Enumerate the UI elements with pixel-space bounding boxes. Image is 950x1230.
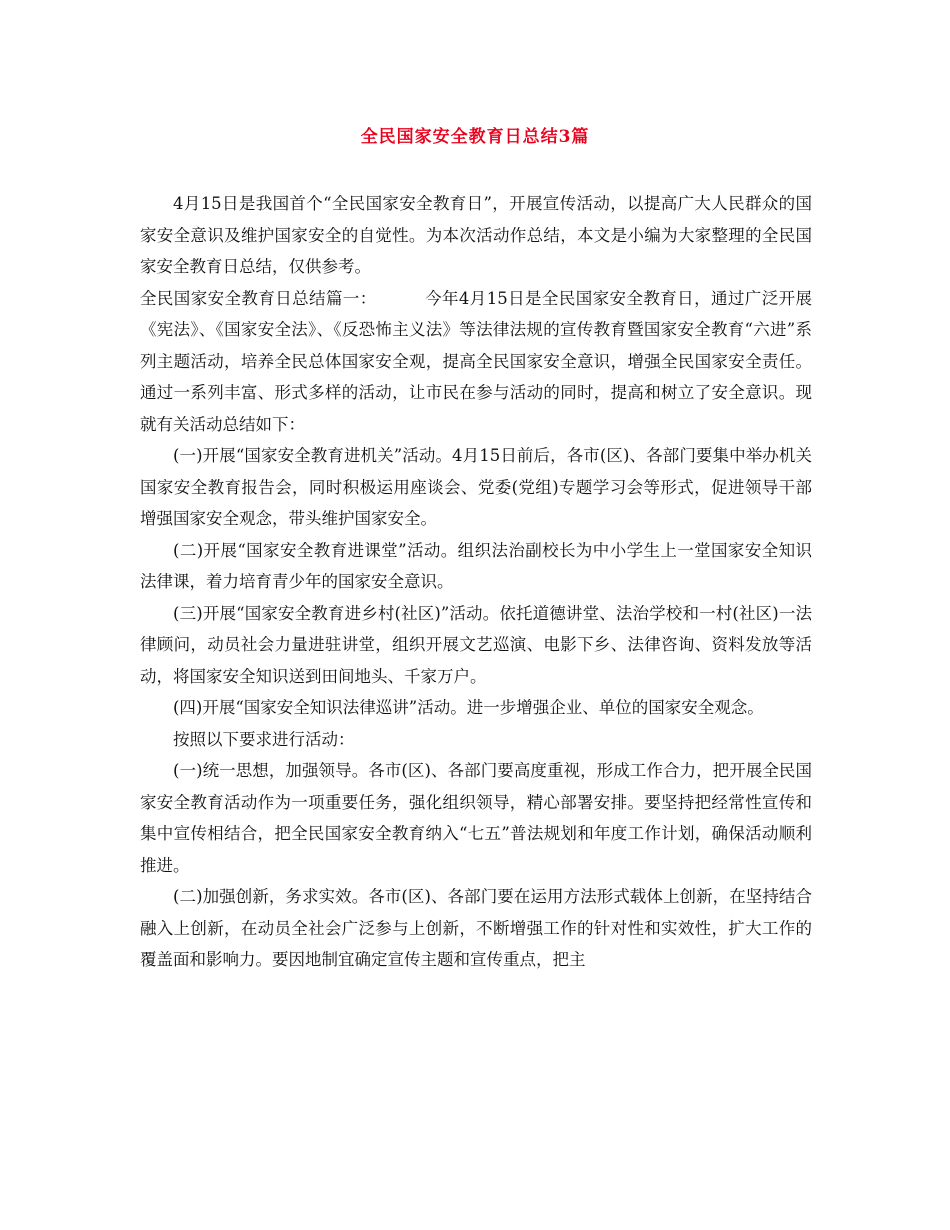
section-heading: 全民国家安全教育日总结篇一：	[140, 288, 377, 308]
requirements-heading: 按照以下要求进行活动：	[173, 729, 355, 749]
intro-paragraph: 4月15日是我国首个“全民国家安全教育日”，开展宣传活动，以提高广大人民群众的国家安全意识及维护国家安全的自觉性。为本次活动作总结，本文是小编为大家整理的全民国家安全教育日总结，仅供参考。	[140, 194, 812, 276]
activity-paragraph-2: (二)开展“国家安全教育进课堂”活动。组织法治副校长为中小学生上一堂国家安全知识法律课，着力培育青少年的国家安全意识。	[140, 540, 812, 591]
section-one-paragraph	[140, 283, 812, 441]
activity-paragraph-4: (四)开展“国家安全知识法律巡讲”活动。进一步增强企业、单位的国家安全观念。	[173, 698, 764, 717]
document-body	[140, 188, 812, 976]
section-opening: 今年4月15日是全民国家安全教育日，通过广泛开展《宪法》、《国家安全法》、《反恐怖主义法》等法律法规的宣传教育暨国家安全教育“六进”系列主题活动，培养全民总体国家安全观，提高全民国家安全意识，增强全民国家安全责任。通过一系列丰富、形式多样的活动，让市民在参与活动的同时，提高和树立了安全意识。现就有关活动总结如下：	[140, 288, 813, 434]
requirement-paragraph-2: (二)加强创新，务求实效。各市(区)、各部门要在运用方法形式载体上创新，在坚持结合融入上创新，在动员全社会广泛参与上创新，不断增强工作的针对性和实效性，扩大工作的覆盖面和影响力。要因地制宜确定宣传主题和宣传重点，把主	[140, 887, 812, 969]
activity-paragraph-1: (一)开展“国家安全教育进机关”活动。4月15日前后，各市(区)、各部门要集中举办机关国家安全教育报告会，同时积极运用座谈会、党委(党组)专题学习会等形式，促进领导干部增强国家安全观念，带头维护国家安全。	[140, 446, 812, 528]
requirement-paragraph-1: (一)统一思想，加强领导。各市(区)、各部门要高度重视，形成工作合力，把开展全民国家安全教育活动作为一项重要任务，强化组织领导，精心部署安排。要坚持把经常性宣传和集中宣传相结合，把全民国家安全教育纳入“七五”普法规划和年度工作计划，确保活动顺利推进。	[140, 761, 812, 875]
activity-paragraph-3: (三)开展“国家安全教育进乡村(社区)”活动。依托道德讲堂、法治学校和一村(社区)一法律顾问，动员社会力量进驻讲堂，组织开展文艺巡演、电影下乡、法律咨询、资料发放等活动，将国家安全知识送到田间地头、千家万户。	[140, 603, 812, 686]
document-title: 全民国家安全教育日总结3篇	[360, 127, 590, 147]
